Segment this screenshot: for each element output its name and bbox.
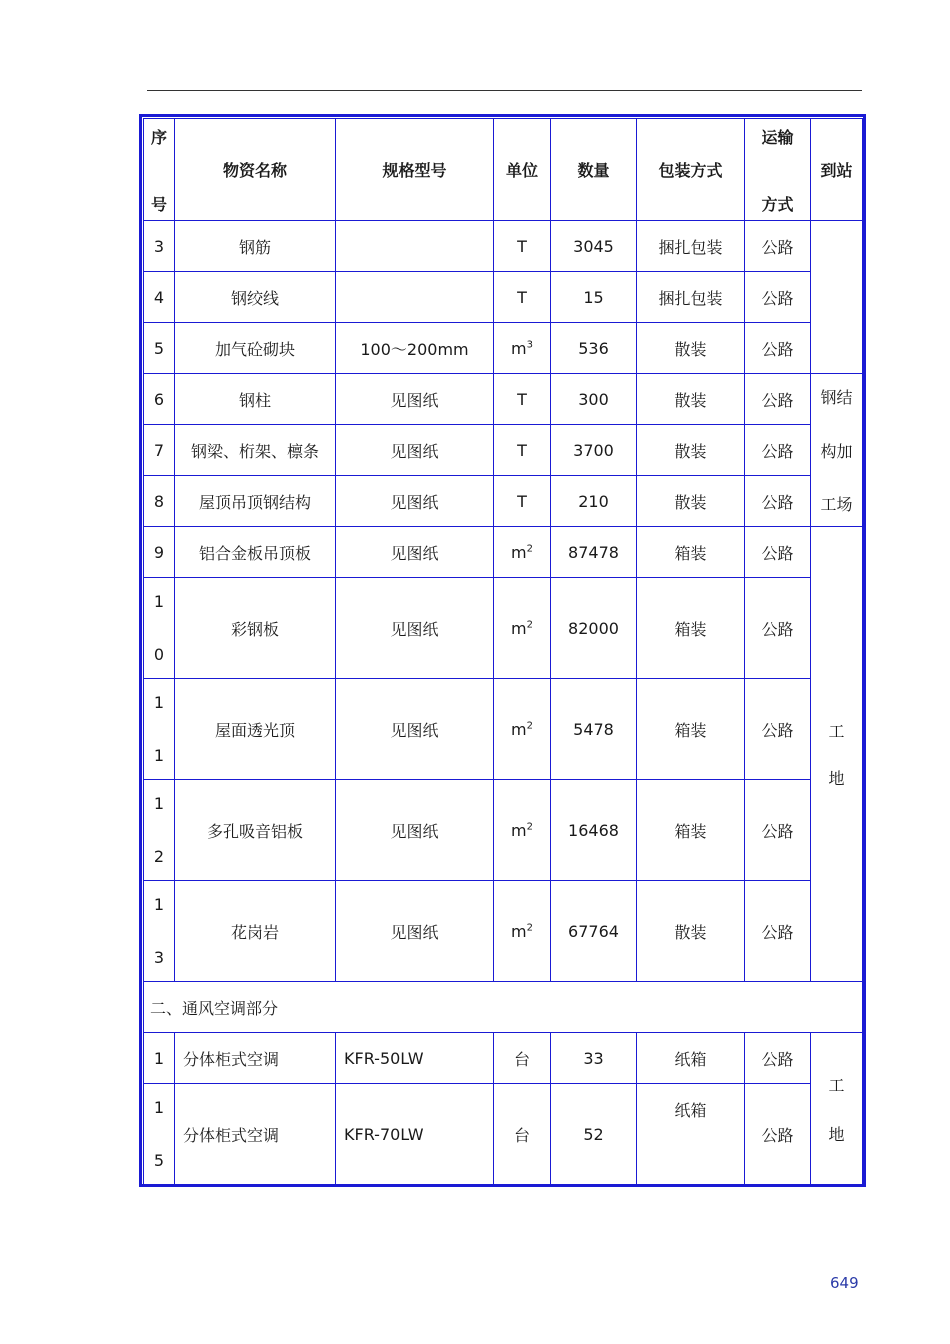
cell-transport: 公路 xyxy=(745,679,811,780)
cell-station-site-2: 工 地 xyxy=(811,1033,863,1185)
cell-transport: 公路 xyxy=(745,221,811,272)
cell-transport: 公路 xyxy=(745,1084,811,1185)
cell-unit: $m^2$ xyxy=(494,780,551,881)
cell-seq: 9 xyxy=(144,527,175,578)
materials-table-frame xyxy=(139,114,866,1187)
cell-seq: 1 3 xyxy=(144,881,175,982)
cell-station-steel-plant: 钢结 构加 工场 xyxy=(811,374,863,527)
cell-name: 屋顶吊顶钢结构 xyxy=(175,476,336,527)
cell-spec: 见图纸 xyxy=(336,527,494,578)
page-number: 649 xyxy=(830,1274,859,1292)
header-seq: 序 号 xyxy=(144,119,175,221)
header-station: 到站 xyxy=(811,119,863,221)
section-row xyxy=(144,982,863,1033)
cell-spec: 100～200mm xyxy=(336,323,494,374)
materials-table xyxy=(143,118,863,1185)
cell-qty: 67764 xyxy=(551,881,637,982)
cell-name: 屋面透光顶 xyxy=(175,679,336,780)
cell-seq: 5 xyxy=(144,323,175,374)
cell-pack: 箱装 xyxy=(637,578,745,679)
table-row xyxy=(144,679,863,780)
cell-unit: T xyxy=(494,425,551,476)
table-row xyxy=(144,881,863,982)
cell-name: 钢梁、桁架、檩条 xyxy=(175,425,336,476)
cell-name: 彩钢板 xyxy=(175,578,336,679)
table-row xyxy=(144,1033,863,1084)
cell-spec: 见图纸 xyxy=(336,425,494,476)
header-qty: 数量 xyxy=(551,119,637,221)
table-row xyxy=(144,374,863,425)
cell-qty: 3045 xyxy=(551,221,637,272)
cell-spec xyxy=(336,272,494,323)
cell-unit: $m^2$ xyxy=(494,578,551,679)
cell-spec: KFR-50LW xyxy=(336,1033,494,1084)
table-row xyxy=(144,221,863,272)
cell-seq: 1 2 xyxy=(144,780,175,881)
cell-pack: 箱装 xyxy=(637,679,745,780)
cell-spec: 见图纸 xyxy=(336,881,494,982)
cell-qty: 3700 xyxy=(551,425,637,476)
cell-spec: 见图纸 xyxy=(336,578,494,679)
cell-qty: 300 xyxy=(551,374,637,425)
cell-spec xyxy=(336,221,494,272)
cell-seq: 3 xyxy=(144,221,175,272)
cell-pack: 纸箱 xyxy=(637,1033,745,1084)
cell-unit: 台 xyxy=(494,1033,551,1084)
cell-qty: 5478 xyxy=(551,679,637,780)
cell-name: 钢柱 xyxy=(175,374,336,425)
cell-seq: 8 xyxy=(144,476,175,527)
cell-seq: 1 5 xyxy=(144,1084,175,1185)
header-row xyxy=(144,119,863,221)
table-row xyxy=(144,1084,863,1185)
cell-pack: 散装 xyxy=(637,374,745,425)
cell-name: 分体柜式空调 xyxy=(175,1033,336,1084)
cell-unit: T xyxy=(494,374,551,425)
cell-qty: 87478 xyxy=(551,527,637,578)
cell-seq: 6 xyxy=(144,374,175,425)
cell-transport: 公路 xyxy=(745,527,811,578)
cell-qty: 536 xyxy=(551,323,637,374)
cell-unit: T xyxy=(494,221,551,272)
cell-spec: 见图纸 xyxy=(336,780,494,881)
cell-name: 铝合金板吊顶板 xyxy=(175,527,336,578)
table-row xyxy=(144,425,863,476)
cell-pack: 捆扎包装 xyxy=(637,272,745,323)
cell-transport: 公路 xyxy=(745,323,811,374)
cell-seq: 1 xyxy=(144,1033,175,1084)
cell-qty: 16468 xyxy=(551,780,637,881)
table-row xyxy=(144,527,863,578)
cell-unit: $m^2$ xyxy=(494,527,551,578)
cell-unit: T xyxy=(494,476,551,527)
cell-qty: 52 xyxy=(551,1084,637,1185)
cell-name: 钢绞线 xyxy=(175,272,336,323)
table-row xyxy=(144,323,863,374)
cell-transport: 公路 xyxy=(745,881,811,982)
cell-name: 花岗岩 xyxy=(175,881,336,982)
cell-pack: 捆扎包装 xyxy=(637,221,745,272)
cell-unit: 台 xyxy=(494,1084,551,1185)
section-title: 二、通风空调部分 xyxy=(144,982,863,1033)
cell-pack: 散装 xyxy=(637,881,745,982)
cell-qty: 33 xyxy=(551,1033,637,1084)
cell-unit: T xyxy=(494,272,551,323)
cell-pack: 纸箱 xyxy=(637,1084,745,1185)
table-row xyxy=(144,780,863,881)
table-row xyxy=(144,476,863,527)
cell-transport: 公路 xyxy=(745,578,811,679)
cell-transport: 公路 xyxy=(745,780,811,881)
header-rule xyxy=(147,90,862,91)
header-spec: 规格型号 xyxy=(336,119,494,221)
cell-name: 加气砼砌块 xyxy=(175,323,336,374)
cell-unit: $m^2$ xyxy=(494,881,551,982)
cell-transport: 公路 xyxy=(745,1033,811,1084)
cell-pack: 散装 xyxy=(637,323,745,374)
cell-name: 多孔吸音铝板 xyxy=(175,780,336,881)
header-name: 物资名称 xyxy=(175,119,336,221)
cell-seq: 7 xyxy=(144,425,175,476)
cell-seq: 4 xyxy=(144,272,175,323)
cell-station-blank xyxy=(811,221,863,374)
cell-transport: 公路 xyxy=(745,476,811,527)
cell-name: 分体柜式空调 xyxy=(175,1084,336,1185)
cell-unit: $m^3$ xyxy=(494,323,551,374)
cell-station-site: 工 地 xyxy=(811,527,863,982)
table-row xyxy=(144,578,863,679)
cell-transport: 公路 xyxy=(745,272,811,323)
header-unit: 单位 xyxy=(494,119,551,221)
table-row xyxy=(144,272,863,323)
cell-pack: 箱装 xyxy=(637,527,745,578)
cell-qty: 15 xyxy=(551,272,637,323)
cell-spec: 见图纸 xyxy=(336,476,494,527)
cell-spec: 见图纸 xyxy=(336,679,494,780)
cell-spec: KFR-70LW xyxy=(336,1084,494,1185)
cell-qty: 210 xyxy=(551,476,637,527)
cell-seq: 1 1 xyxy=(144,679,175,780)
cell-transport: 公路 xyxy=(745,425,811,476)
cell-name: 钢筋 xyxy=(175,221,336,272)
header-transport: 运输 方式 xyxy=(745,119,811,221)
cell-pack: 散装 xyxy=(637,425,745,476)
cell-seq: 1 0 xyxy=(144,578,175,679)
cell-spec: 见图纸 xyxy=(336,374,494,425)
header-pack: 包装方式 xyxy=(637,119,745,221)
cell-unit: $m^2$ xyxy=(494,679,551,780)
cell-transport: 公路 xyxy=(745,374,811,425)
cell-qty: 82000 xyxy=(551,578,637,679)
cell-pack: 箱装 xyxy=(637,780,745,881)
cell-pack: 散装 xyxy=(637,476,745,527)
